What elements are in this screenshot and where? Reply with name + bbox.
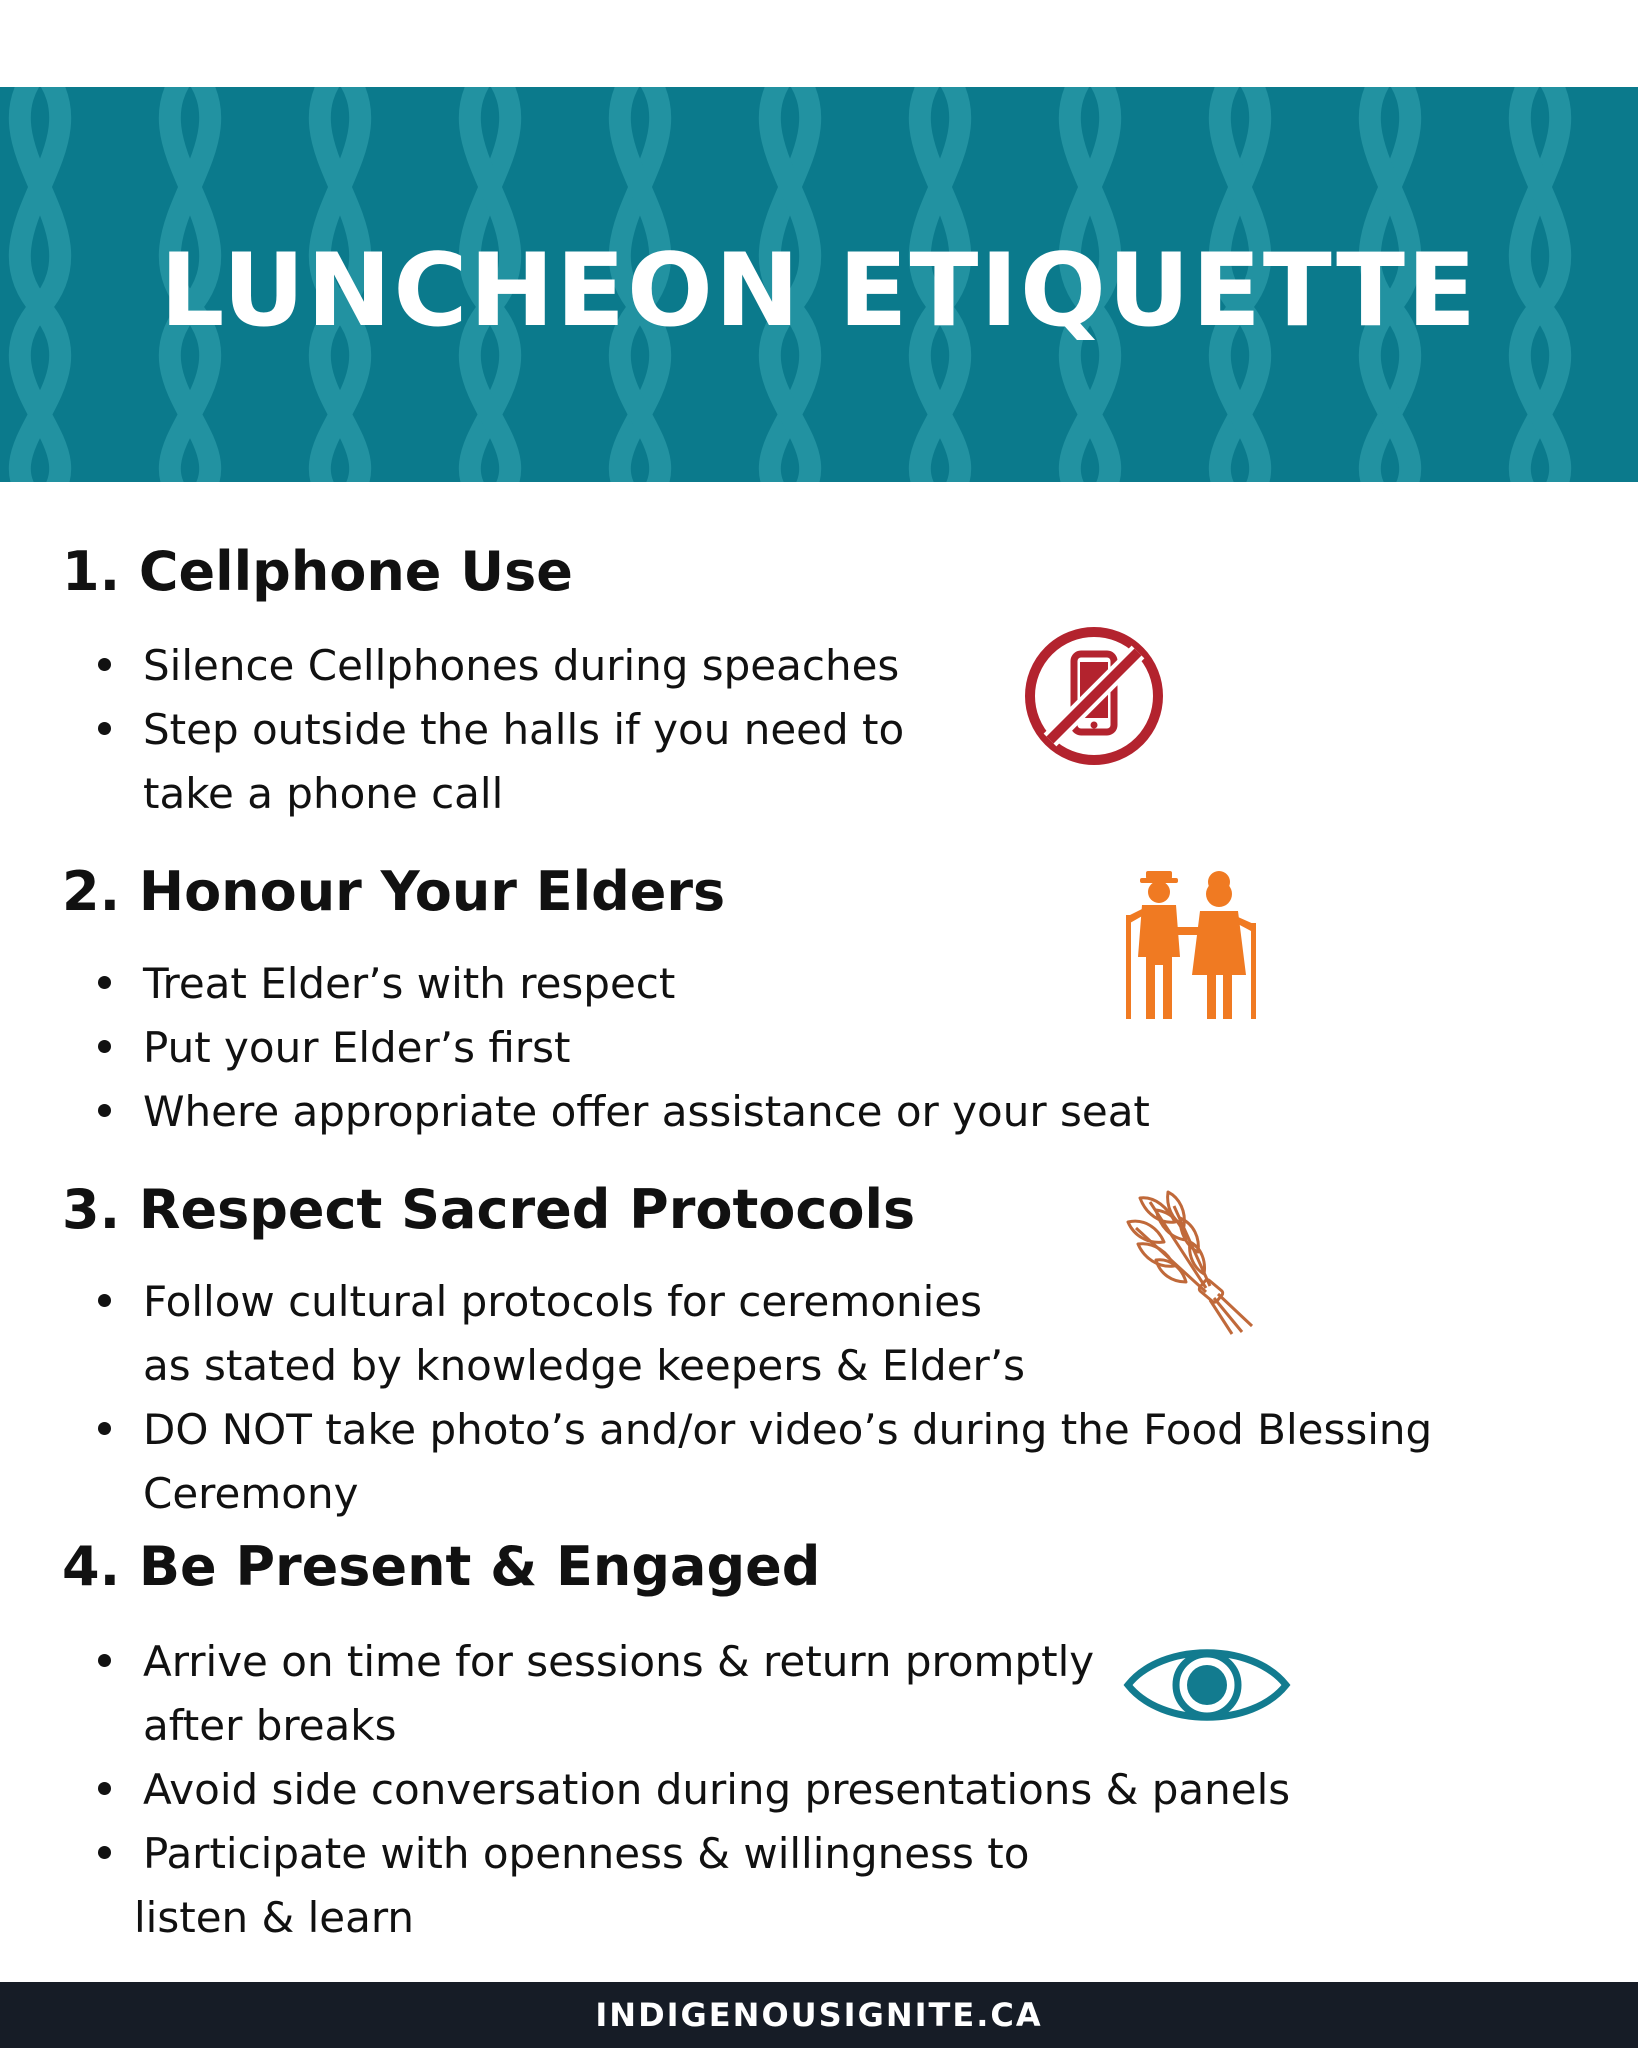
bullet-dot xyxy=(98,722,111,735)
bullet-dot xyxy=(98,1040,111,1053)
eye-icon xyxy=(1122,1640,1292,1730)
no-cellphone-icon xyxy=(1020,622,1168,770)
elders-couple-icon xyxy=(1120,865,1260,1023)
footer-website: INDIGENOUSIGNITE.CA xyxy=(595,1996,1043,2034)
bullet-dot xyxy=(98,1294,111,1307)
section-heading-be-present-engaged: 4. Be Present & Engaged xyxy=(62,1535,821,1598)
bullet-dot xyxy=(98,1846,111,1859)
bullet-dot xyxy=(98,1104,111,1117)
header-banner xyxy=(0,87,1638,482)
bullet-dot xyxy=(98,976,111,989)
list-item: Step outside the halls if you need to take a phone call xyxy=(98,698,904,826)
bullet-dot xyxy=(98,1782,111,1795)
list-item: Treat Elder’s with respect xyxy=(98,952,675,1016)
section-heading-honour-your-elders: 2. Honour Your Elders xyxy=(62,860,726,923)
bullet-dot xyxy=(98,1422,111,1435)
sage-bundle-icon xyxy=(1120,1188,1260,1338)
page-title: LUNCHEON ETIQUETTE xyxy=(160,230,1478,349)
list-item: Arrive on time for sessions & return promptly after breaks xyxy=(98,1630,1094,1758)
list-item: Follow cultural protocols for ceremonies as stated by knowledge keepers & Elder’s xyxy=(98,1270,1025,1398)
list-item: Avoid side conversation during presentations & panels xyxy=(98,1758,1290,1822)
list-item: DO NOT take photo’s and/or video’s during the Food Blessing Ceremony xyxy=(98,1398,1432,1526)
section-heading-cellphone-use: 1. Cellphone Use xyxy=(62,540,573,603)
list-item: Where appropriate offer assistance or your seat xyxy=(98,1080,1150,1144)
list-item: Silence Cellphones during speaches xyxy=(98,634,899,698)
list-item: Put your Elder’s first xyxy=(98,1016,570,1080)
footer-bar xyxy=(0,1982,1638,2048)
bullet-dot xyxy=(98,1654,111,1667)
list-item: Participate with openness & willingness to listen & learn xyxy=(98,1822,1029,1950)
bullet-dot xyxy=(98,658,111,671)
section-heading-respect-sacred-protocols: 3. Respect Sacred Protocols xyxy=(62,1178,916,1241)
